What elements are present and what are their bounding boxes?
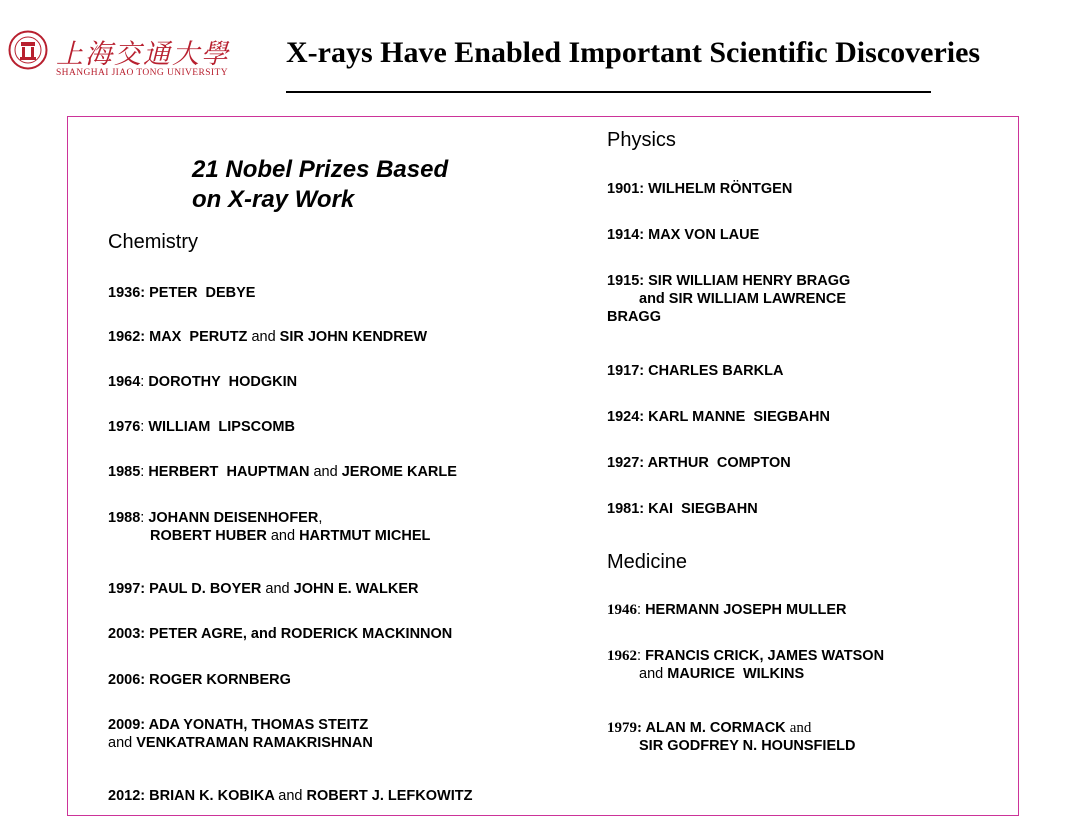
entry-separator: : <box>140 374 145 390</box>
entry-year: 1997: <box>108 581 146 597</box>
chemistry-entry-1962 <box>108 328 427 346</box>
entry-separator: : <box>140 510 145 526</box>
entry-year: 1964 <box>108 374 141 390</box>
entry-laureate: JEROME KARLE <box>341 464 457 480</box>
university-seal-icon <box>8 30 48 70</box>
entry-year: 2009: <box>108 717 146 733</box>
entry-year: 1962: <box>108 329 146 345</box>
entry-laureate: HERBERT HAUPTMAN <box>148 464 310 480</box>
entry-laureate: BRIAN K. KOBIKA <box>149 788 275 804</box>
chemistry-entry-2006 <box>108 671 291 689</box>
entry-laureate: JOHN E. WALKER <box>293 581 419 597</box>
entry-laureate: ROBERT J. LEFKOWITZ <box>306 788 473 804</box>
chemistry-entry-1976 <box>108 418 295 436</box>
entry-laureate: JOHANN DEISENHOFER <box>148 510 319 526</box>
entry-separator: : <box>140 419 145 435</box>
entry-laureate: ADA YONATH, THOMAS STEITZ <box>148 717 369 733</box>
physics-heading: Physics <box>607 129 676 151</box>
physics-entry-1915 <box>607 272 850 326</box>
title-underline <box>286 91 931 93</box>
physics-entry-1981: 1981: KAI SIEGBAHN <box>607 501 758 517</box>
entry-conjunction: and <box>789 720 812 736</box>
chemistry-entry-2009 <box>108 716 373 752</box>
medicine-entry-1979 <box>607 719 855 755</box>
chemistry-entry-2003: 2003: PETER AGRE, and RODERICK MACKINNON <box>108 626 453 642</box>
entry-year: 1979: <box>607 720 642 736</box>
entry-laureate: ALAN M. CORMACK <box>645 720 786 736</box>
entry-conjunction: and <box>108 735 133 751</box>
entry-laureate: DOROTHY HODGKIN <box>148 374 298 390</box>
entry-laureate: VENKATRAMAN RAMAKRISHNAN <box>136 735 373 751</box>
subtitle-line-2: on X-ray Work <box>192 186 355 213</box>
page-title: X-rays Have Enabled Important Scientific Discoveries <box>286 36 981 69</box>
entry-laureate: SIR JOHN KENDREW <box>279 329 428 345</box>
entry-conjunction: and <box>270 528 296 544</box>
entry-conjunction: and <box>639 666 664 682</box>
entry-laureate: WILLIAM LIPSCOMB <box>148 419 295 435</box>
entry-separator: , <box>318 510 323 526</box>
entry-year: 1988 <box>108 510 141 526</box>
physics-entry-1927: 1927: ARTHUR COMPTON <box>607 455 791 471</box>
entry-laureate: FRANCIS CRICK, JAMES WATSON <box>645 648 885 664</box>
chemistry-entry-1997 <box>108 580 419 598</box>
medicine-entry-1946 <box>607 601 846 619</box>
university-logo <box>8 30 278 100</box>
entry-year: 2006: <box>108 672 146 688</box>
entry-conjunction: and <box>313 464 338 480</box>
entry-year: 1985 <box>108 464 141 480</box>
entry-conjunction: and <box>278 788 303 804</box>
physics-entry-1914: 1914: MAX VON LAUE <box>607 227 760 243</box>
entry-laureate: ROGER KORNBERG <box>149 672 291 688</box>
entry-laureate: MAURICE WILKINS <box>667 666 805 682</box>
entry-year: 2012: <box>108 788 146 804</box>
entry-year: 1976 <box>108 419 141 435</box>
entry-laureate: PAUL D. BOYER <box>149 581 262 597</box>
subtitle <box>192 155 448 215</box>
entry-separator: : <box>140 464 145 480</box>
logo-chinese-name: 上海交通大學 <box>56 39 230 70</box>
entry-year: 1946 <box>607 602 637 618</box>
subtitle-line-1: 21 Nobel Prizes Based <box>192 156 449 183</box>
entry-line: 1915: SIR WILLIAM HENRY BRAGG <box>607 273 851 289</box>
entry-conjunction: and <box>265 581 290 597</box>
logo-english-name: SHANGHAI JIAO TONG UNIVERSITY <box>56 68 228 78</box>
medicine-heading: Medicine <box>607 551 688 573</box>
entry-laureate: ROBERT HUBER <box>150 528 267 544</box>
entry-laureate: HERMANN JOSEPH MULLER <box>645 602 847 618</box>
chemistry-entry-1936 <box>108 284 255 302</box>
entry-year: 1962 <box>607 648 637 664</box>
physics-entry-1901: 1901: WILHELM RÖNTGEN <box>607 181 793 197</box>
physics-entry-1924: 1924: KARL MANNE SIEGBAHN <box>607 409 830 425</box>
entry-line: BRAGG <box>607 309 661 325</box>
medicine-entry-1962 <box>607 647 884 683</box>
chemistry-entry-1985 <box>108 463 457 481</box>
entry-separator: : <box>637 602 642 618</box>
entry-laureate: MAX PERUTZ <box>149 329 248 345</box>
entry-laureate: SIR GODFREY N. HOUNSFIELD <box>639 738 856 754</box>
chemistry-heading: Chemistry <box>108 231 199 253</box>
chemistry-entry-2012 <box>108 787 472 805</box>
entry-laureate: HARTMUT MICHEL <box>299 528 431 544</box>
entry-line: and SIR WILLIAM LAWRENCE <box>639 291 847 307</box>
physics-entry-1917: 1917: CHARLES BARKLA <box>607 363 784 379</box>
chemistry-entry-1964 <box>108 373 297 391</box>
entry-laureate: PETER DEBYE <box>149 285 256 301</box>
entry-year: 1936: <box>108 285 146 301</box>
entry-conjunction: and <box>251 329 276 345</box>
entry-separator: : <box>637 648 642 664</box>
chemistry-entry-1988 <box>108 509 430 545</box>
